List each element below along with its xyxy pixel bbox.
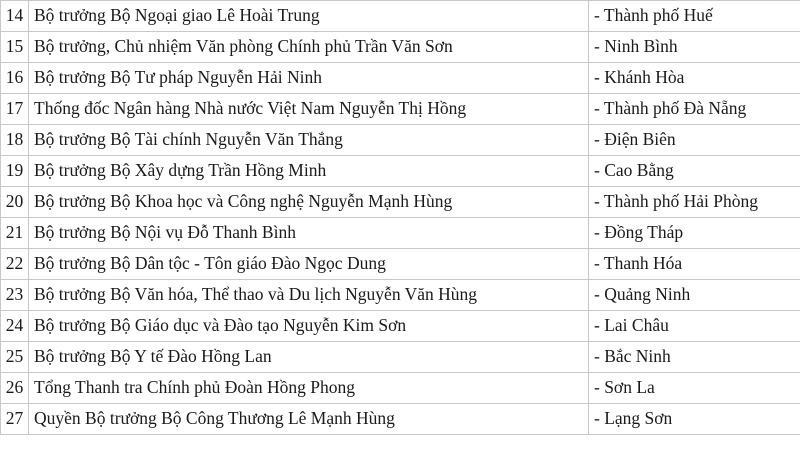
row-title: Bộ trưởng Bộ Văn hóa, Thể thao và Du lịch Nguyễn Văn Hùng xyxy=(29,280,589,311)
row-index: 22 xyxy=(1,249,29,280)
row-place: - Sơn La xyxy=(589,373,800,404)
table-row xyxy=(1,32,800,63)
row-index: 25 xyxy=(1,342,29,373)
row-index: 15 xyxy=(1,32,29,63)
table-row xyxy=(1,218,800,249)
row-title: Thống đốc Ngân hàng Nhà nước Việt Nam Nguyễn Thị Hồng xyxy=(29,94,589,125)
table-row xyxy=(1,311,800,342)
row-title: Bộ trưởng Bộ Dân tộc - Tôn giáo Đào Ngọc Dung xyxy=(29,249,589,280)
table-row xyxy=(1,125,800,156)
row-index: 24 xyxy=(1,311,29,342)
table-row xyxy=(1,342,800,373)
row-title: Bộ trưởng Bộ Nội vụ Đỗ Thanh Bình xyxy=(29,218,589,249)
row-index: 26 xyxy=(1,373,29,404)
row-title: Bộ trưởng Bộ Giáo dục và Đào tạo Nguyễn Kim Sơn xyxy=(29,311,589,342)
row-index: 18 xyxy=(1,125,29,156)
table-row xyxy=(1,404,800,435)
row-title: Bộ trưởng Bộ Khoa học và Công nghệ Nguyễn Mạnh Hùng xyxy=(29,187,589,218)
row-title: Bộ trưởng Bộ Tư pháp Nguyễn Hải Ninh xyxy=(29,63,589,94)
row-place: - Thành phố Hải Phòng xyxy=(589,187,800,218)
table-row xyxy=(1,63,800,94)
table-row xyxy=(1,1,800,32)
row-title: Bộ trưởng Bộ Y tế Đào Hồng Lan xyxy=(29,342,589,373)
row-title: Bộ trưởng, Chủ nhiệm Văn phòng Chính phủ Trần Văn Sơn xyxy=(29,32,589,63)
row-index: 21 xyxy=(1,218,29,249)
row-index: 14 xyxy=(1,1,29,32)
row-place: - Bắc Ninh xyxy=(589,342,800,373)
table-row xyxy=(1,249,800,280)
row-index: 19 xyxy=(1,156,29,187)
row-place: - Quảng Ninh xyxy=(589,280,800,311)
table-body xyxy=(1,1,800,435)
table-row xyxy=(1,373,800,404)
table-row xyxy=(1,187,800,218)
row-place: - Cao Bằng xyxy=(589,156,800,187)
row-index: 17 xyxy=(1,94,29,125)
table-row xyxy=(1,156,800,187)
row-title: Quyền Bộ trưởng Bộ Công Thương Lê Mạnh Hùng xyxy=(29,404,589,435)
table-row xyxy=(1,94,800,125)
row-title: Tổng Thanh tra Chính phủ Đoàn Hồng Phong xyxy=(29,373,589,404)
row-index: 16 xyxy=(1,63,29,94)
row-title: Bộ trưởng Bộ Tài chính Nguyễn Văn Thắng xyxy=(29,125,589,156)
row-place: - Ninh Bình xyxy=(589,32,800,63)
row-title: Bộ trưởng Bộ Xây dựng Trần Hồng Minh xyxy=(29,156,589,187)
row-place: - Thành phố Đà Nẵng xyxy=(589,94,800,125)
row-place: - Thành phố Huế xyxy=(589,1,800,32)
row-place: - Đồng Tháp xyxy=(589,218,800,249)
row-index: 20 xyxy=(1,187,29,218)
row-place: - Điện Biên xyxy=(589,125,800,156)
row-place: - Khánh Hòa xyxy=(589,63,800,94)
table-row xyxy=(1,280,800,311)
row-place: - Lạng Sơn xyxy=(589,404,800,435)
row-title: Bộ trưởng Bộ Ngoại giao Lê Hoài Trung xyxy=(29,1,589,32)
row-place: - Thanh Hóa xyxy=(589,249,800,280)
row-place: - Lai Châu xyxy=(589,311,800,342)
row-index: 23 xyxy=(1,280,29,311)
row-index: 27 xyxy=(1,404,29,435)
